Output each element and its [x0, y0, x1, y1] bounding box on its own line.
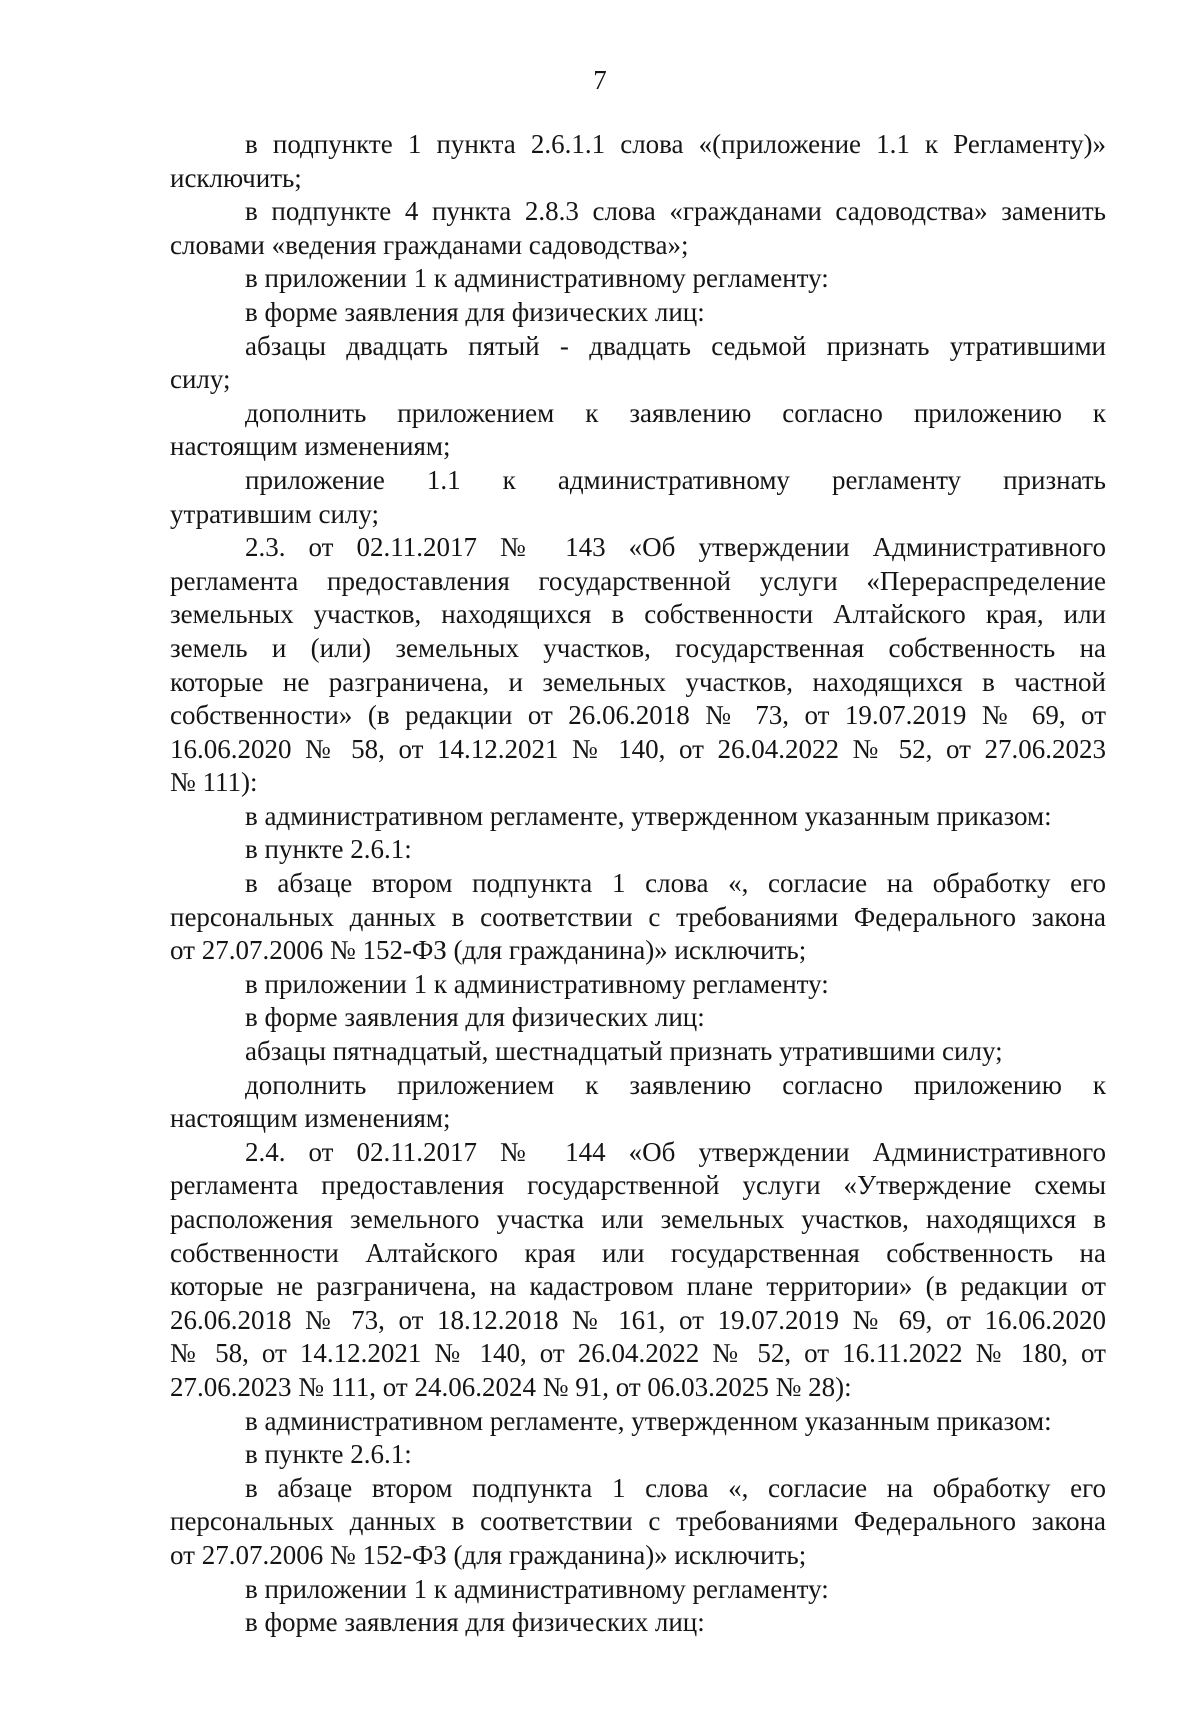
text-line: 2.4. от 02.11.2017 № 144 «Об утверждении Административного [245, 1136, 1106, 1167]
text-line: от 27.07.2006 № 152-ФЗ (для гражданина)» исключить; [170, 935, 807, 966]
text-line: № 58, от 14.12.2021 № 140, от 26.04.2022 № 52, от 16.11.2022 № 180, от [170, 1338, 1106, 1369]
paragraph [170, 128, 1106, 195]
text-line: в административном регламенте, утвержденном указанным приказом: [245, 1405, 1052, 1436]
text-line: в пункте 2.6.1: [245, 834, 412, 865]
paragraph [170, 262, 1106, 296]
paragraph [170, 1472, 1106, 1573]
text-line: собственности» (в редакции от 26.06.2018 № 73, от 19.07.2019 № 69, от [170, 700, 1106, 731]
paragraph [170, 397, 1106, 464]
text-line: персональных данных в соответствии с требованиями Федерального закона [170, 1506, 1106, 1537]
text-line: дополнить приложением к заявлению согласно приложению к [245, 1069, 1106, 1100]
text-line: приложение 1.1 к административному регламенту признать [245, 464, 1106, 495]
text-line: в подпункте 4 пункта 2.8.3 слова «гражданами садоводства» заменить [245, 196, 1106, 227]
text-line: от 27.07.2006 № 152-ФЗ (для гражданина)» исключить; [170, 1539, 807, 1570]
text-line: персональных данных в соответствии с требованиями Федерального закона [170, 901, 1106, 932]
paragraph [170, 800, 1106, 834]
paragraph [170, 1405, 1106, 1439]
page-number: 7 [593, 65, 607, 95]
paragraph [170, 1001, 1106, 1035]
text-line: 27.06.2023 № 111, от 24.06.2024 № 91, от 06.03.2025 № 28): [170, 1371, 852, 1402]
paragraph [170, 464, 1106, 531]
paragraph [170, 1606, 1106, 1640]
text-line: словами «ведения гражданами садоводства»; [170, 229, 689, 260]
paragraph [170, 195, 1106, 262]
text-line: настоящим изменениям; [170, 1103, 451, 1134]
text-line: в подпункте 1 пункта 2.6.1.1 слова «(приложение 1.1 к Регламенту)» [245, 129, 1106, 159]
text-line: № 111): [170, 767, 258, 798]
text-line: в абзаце втором подпункта 1 слова «, согласие на обработку его [245, 868, 1106, 899]
text-line: в приложении 1 к административному регламенту: [245, 263, 829, 294]
text-line: регламента предоставления государственной услуги «Перераспределение [170, 565, 1106, 596]
paragraph [170, 531, 1106, 800]
text-line: 2.3. от 02.11.2017 № 143 «Об утверждении Административного [245, 532, 1106, 563]
paragraph [170, 1438, 1106, 1472]
paragraph [170, 968, 1106, 1002]
text-line: абзацы двадцать пятый - двадцать седьмой признать утратившими [245, 330, 1106, 361]
paragraph [170, 833, 1106, 867]
paragraph [170, 1069, 1106, 1136]
text-line: собственности Алтайского края или государственная собственность на [170, 1237, 1106, 1268]
text-line: регламента предоставления государственной услуги «Утверждение схемы [170, 1170, 1106, 1201]
text-line: в приложении 1 к административному регламенту: [245, 968, 829, 999]
text-line: настоящим изменениям; [170, 431, 451, 462]
text-line: в форме заявления для физических лиц: [245, 1607, 705, 1638]
text-line: исключить; [170, 162, 302, 193]
text-line: 16.06.2020 № 58, от 14.12.2021 № 140, от 26.04.2022 № 52, от 27.06.2023 [170, 733, 1106, 764]
text-line: дополнить приложением к заявлению согласно приложению к [245, 397, 1106, 428]
document-body [170, 128, 1106, 1640]
text-line: в абзаце втором подпункта 1 слова «, согласие на обработку его [245, 1472, 1106, 1503]
text-line: 26.06.2018 № 73, от 18.12.2018 № 161, от 19.07.2019 № 69, от 16.06.2020 [170, 1304, 1106, 1335]
text-line: расположения земельного участка или земельных участков, находящихся в [170, 1204, 1106, 1234]
text-line: в форме заявления для физических лиц: [245, 296, 705, 327]
text-line: земель и (или) земельных участков, государственная собственность на [170, 632, 1106, 663]
text-line: земельных участков, находящихся в собственности Алтайского края, или [170, 599, 1106, 630]
text-line: в приложении 1 к административному регламенту: [245, 1573, 829, 1604]
text-line: которые не разграничена, и земельных участков, находящихся в частной [170, 666, 1106, 697]
text-line: в форме заявления для физических лиц: [245, 1002, 705, 1033]
paragraph [170, 1573, 1106, 1607]
text-line: утратившим силу; [170, 498, 380, 529]
text-line: силу; [170, 364, 231, 395]
paragraph [170, 1035, 1106, 1069]
text-line: в пункте 2.6.1: [245, 1439, 412, 1470]
paragraph [170, 296, 1106, 330]
text-line: абзацы пятнадцатый, шестнадцатый признать утратившими силу; [245, 1036, 1003, 1067]
paragraph [170, 867, 1106, 968]
text-line: которые не разграничена, на кадастровом плане территории» (в редакции от [170, 1271, 1106, 1302]
text-line: в административном регламенте, утвержденном указанным приказом: [245, 800, 1052, 831]
paragraph [170, 1136, 1106, 1405]
paragraph [170, 330, 1106, 397]
